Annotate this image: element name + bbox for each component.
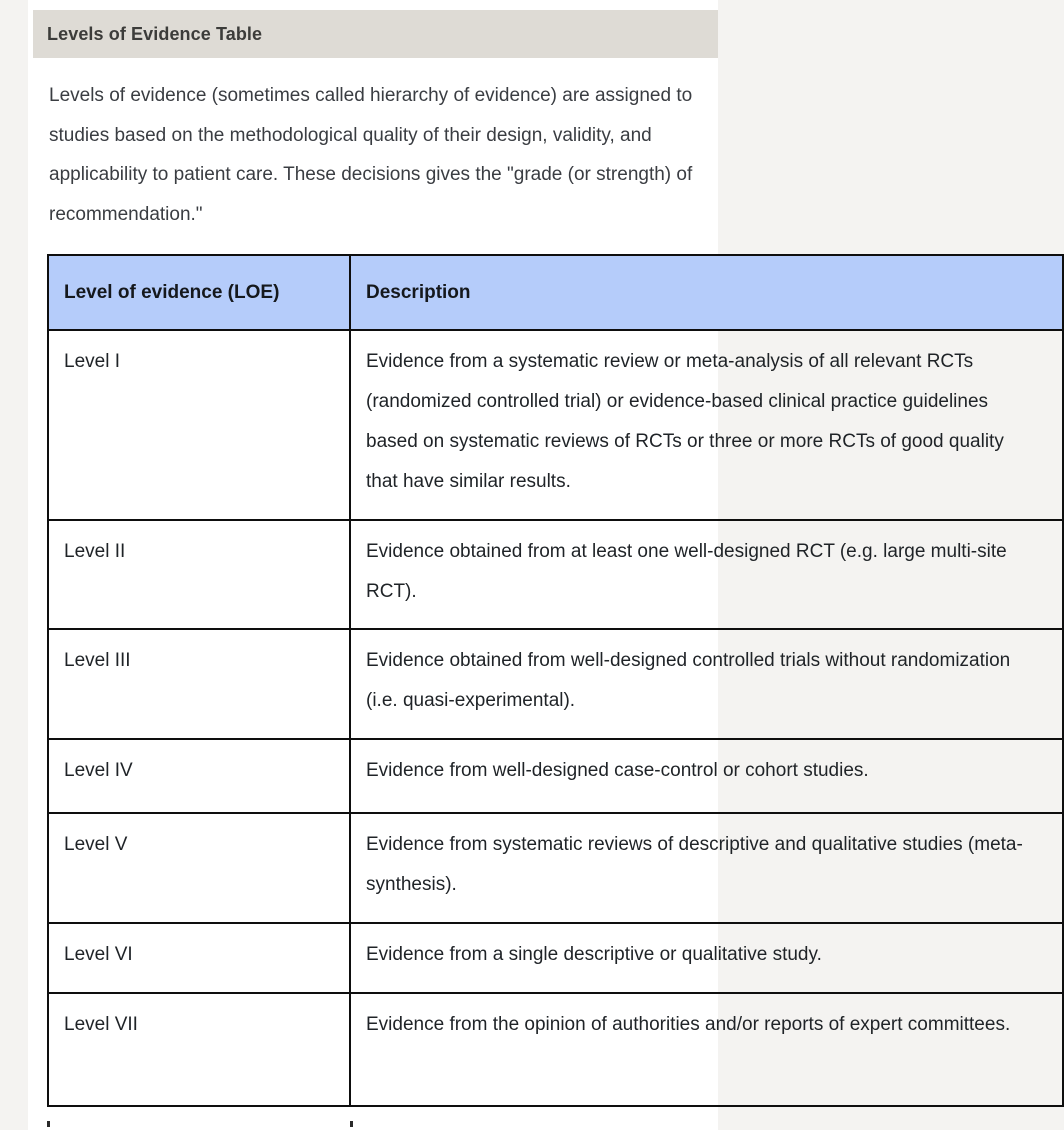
panel-title: Levels of Evidence Table <box>47 23 263 44</box>
description-cell: Evidence from well-designed case-control or cohort studies. <box>350 739 1063 813</box>
table-row <box>48 739 1063 813</box>
table-row <box>48 993 1063 1106</box>
description-cell: Evidence from the opinion of authorities and/or reports of expert committees. <box>350 993 1063 1106</box>
column-header-description: Description <box>350 255 1063 330</box>
cutoff-next-row-left-border <box>47 1121 50 1127</box>
column-header-loe: Level of evidence (LOE) <box>48 255 350 330</box>
level-cell: Level VII <box>48 993 350 1106</box>
level-cell: Level VI <box>48 923 350 993</box>
level-cell: Level I <box>48 330 350 520</box>
cutoff-next-row-divider-border <box>350 1121 353 1127</box>
table-row <box>48 330 1063 520</box>
levels-of-evidence-table <box>47 254 1064 1107</box>
panel-header <box>33 10 718 58</box>
description-cell: Evidence obtained from well-designed controlled trials without randomization (i.e. quasi-experimental). <box>350 629 1063 739</box>
description-cell: Evidence obtained from at least one well-designed RCT (e.g. large multi-site RCT). <box>350 520 1063 629</box>
description-cell: Evidence from a systematic review or meta-analysis of all relevant RCTs (randomized controlled trial) or evidence-based clinical practice guidelines based on systematic reviews of RCTs or three or more RCTs of good quality that have similar results. <box>350 330 1063 520</box>
description-cell: Evidence from systematic reviews of descriptive and qualitative studies (meta-synthesis). <box>350 813 1063 923</box>
table-row <box>48 923 1063 993</box>
level-cell: Level V <box>48 813 350 923</box>
level-cell: Level III <box>48 629 350 739</box>
level-cell: Level IV <box>48 739 350 813</box>
description-cell: Evidence from a single descriptive or qualitative study. <box>350 923 1063 993</box>
table-header-row <box>48 255 1063 330</box>
table-row <box>48 629 1063 739</box>
table-row <box>48 813 1063 923</box>
intro-paragraph: Levels of evidence (sometimes called hierarchy of evidence) are assigned to studies based on the methodological quality of their design, validity, and applicability to patient care. These decisions gives the "grade (or strength) of recommendation." <box>49 85 693 225</box>
level-cell: Level II <box>48 520 350 629</box>
table-row <box>48 520 1063 629</box>
